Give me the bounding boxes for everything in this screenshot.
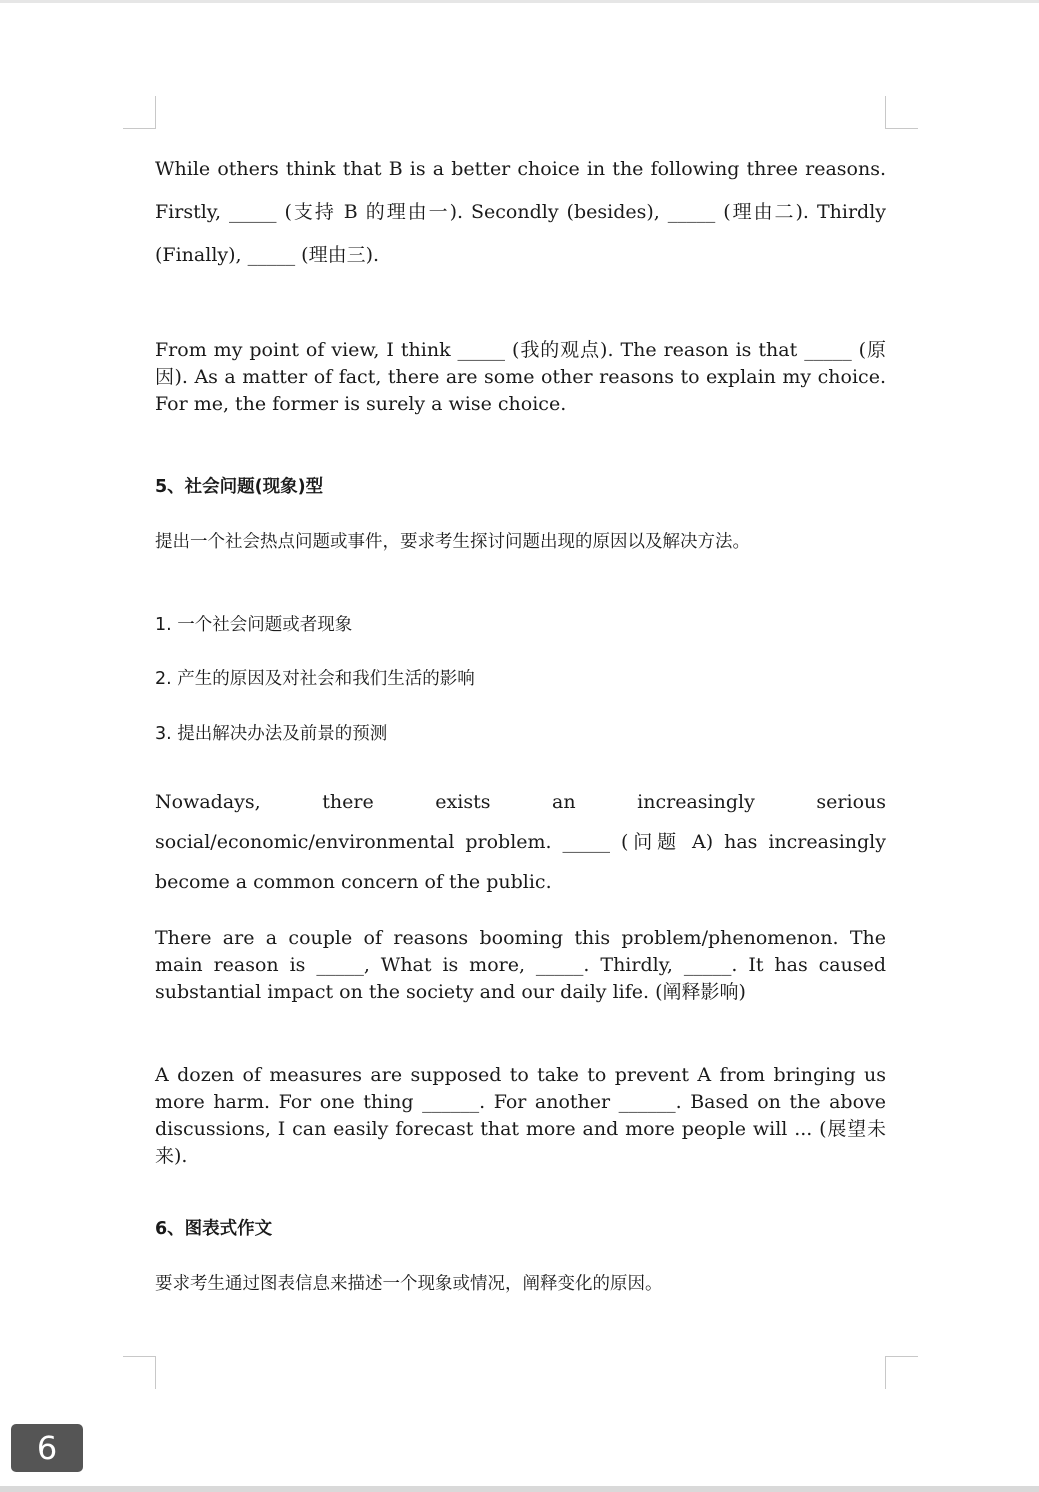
bottom-border: [0, 1486, 1039, 1492]
paragraph-social-problem-description: 提出一个社会热点问题或事件，要求考生探讨问题出现的原因以及解决方法。: [155, 532, 750, 552]
list-item-2: 2. 产生的原因及对社会和我们生活的影响: [155, 669, 475, 689]
paragraph-choice-b-reasons: While others think that B is a better choice in the following three reasons. Firstly, _____ (支持 B 的理由一). Secondly (besides), _____ (理由二). Thirdly (Finally), _____ (理由三).: [155, 158, 886, 266]
page-number-badge[interactable]: 6: [11, 1424, 83, 1472]
paragraph-chart-essay-description: 要求考生通过图表信息来描述一个现象或情况，阐释变化的原因。: [155, 1274, 663, 1294]
margin-corner-top-right: [885, 96, 918, 129]
margin-corner-top-left: [123, 96, 156, 129]
paragraph-reasons: There are a couple of reasons booming this problem/phenomenon. The main reason is _____, What is more, _____. Thirdly, _____. It has caused substantial impact on the society and our daily life. (阐释影响): [155, 927, 886, 1003]
top-border: [0, 0, 1039, 3]
paragraph-nowadays: Nowadays, there exists an increasingly serious social/economic/environmental problem. _____ (问题 A) has increasingly become a common concern of the public.: [155, 791, 886, 893]
list-item-3: 3. 提出解决办法及前景的预测: [155, 724, 388, 744]
margin-corner-bottom-right: [885, 1356, 918, 1389]
section-heading-chart-essay: 6、图表式作文: [155, 1219, 273, 1239]
paragraph-my-view: From my point of view, I think _____ (我的观点). The reason is that _____ (原因). As a matter of fact, there are some other reasons to explain my choice. For me, the former is surely a wise choice.: [155, 339, 886, 415]
section-heading-social-problem: 5、社会问题(现象)型: [155, 477, 324, 497]
margin-corner-bottom-left: [123, 1356, 156, 1389]
paragraph-measures: A dozen of measures are supposed to take to prevent A from bringing us more harm. For one thing ______. For another ______. Based on the above discussions, I can easily forecast that more and more people will ... (展望未来).: [155, 1064, 886, 1167]
list-item-1: 1. 一个社会问题或者现象: [155, 615, 353, 635]
